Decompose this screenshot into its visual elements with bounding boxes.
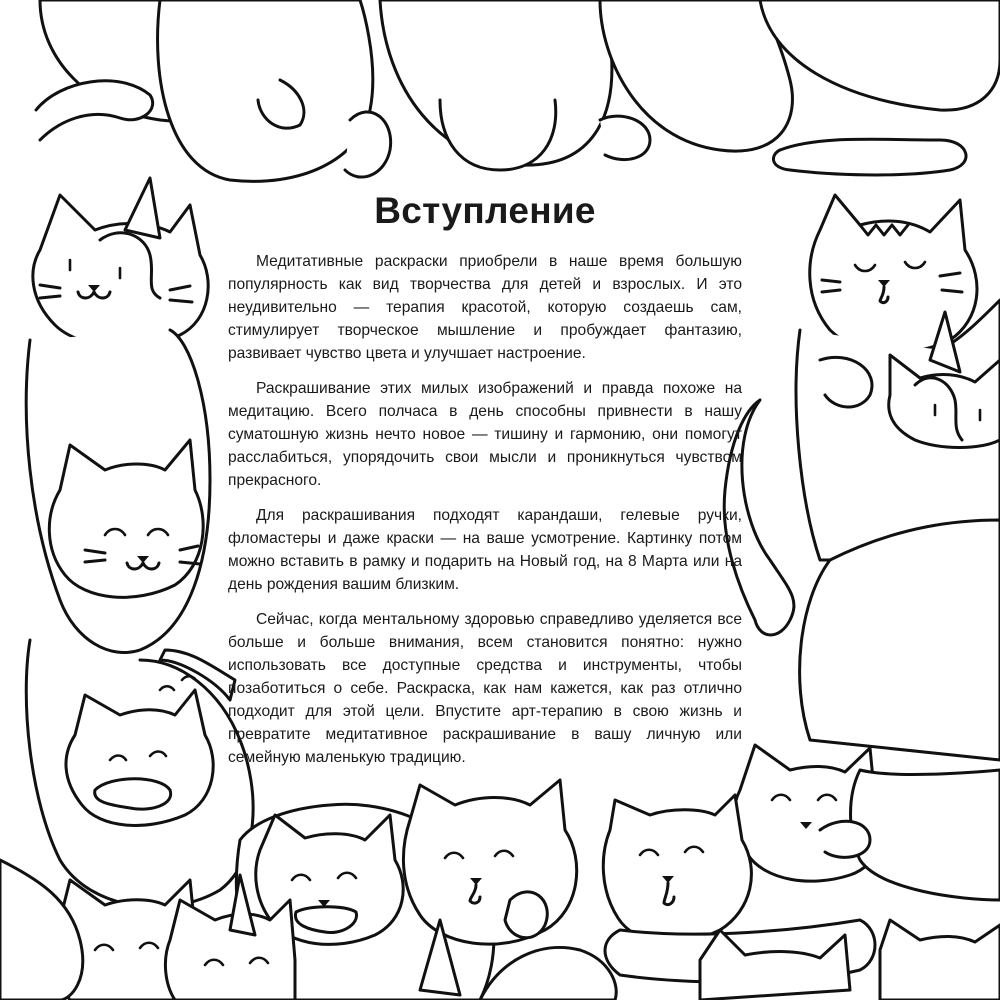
intro-paragraph-2: Раскрашивание этих милых изображений и правда похоже на медитацию. Всего полчаса в день способны привнести в нашу суматошную жизнь нечто новое — тишину и гармонию, они помогут расслабиться, упорядочить свои мысли и проникнуться чувством прекрасного. (228, 380, 742, 489)
intro-paragraph-1: Медитативные раскраски приобрели в наше время большую популярность как вид творчества для детей и взрослых. И это неудивительно — терапия красотой, которую создаешь сам, стимулирует творческое мышление и пробуждает фантазию, развивает чувство цвета и улучшает настроение. (228, 253, 742, 362)
intro-paragraph-3: Для раскрашивания подходят карандаши, гелевые ручки, фломастеры и даже краски — на ваше усмотрение. Картинку потом можно вставить в рамку и подарить на Новый год, на 8 Марта или на день рождения вашим близким. (228, 507, 742, 593)
top-cats-border (36, 0, 1000, 181)
right-cats-border (724, 195, 1000, 900)
left-cats-border (26, 178, 253, 907)
page-title: Вступление (374, 190, 596, 231)
intro-text-panel (228, 190, 742, 781)
intro-paragraph-4: Сейчас, когда ментальному здоровью справедливо уделяется все больше и больше внимания, всем становится понятно: нужно использовать все доступные средства и инструменты, чтобы позаботиться о себе. Раскраска, как нам кажется, как раз отлично подходит для этой цели. Впустите арт-терапию в свою жизнь и превратите медитативное раскрашивание в вашу личную или семейную маленькую традицию. (228, 611, 742, 766)
